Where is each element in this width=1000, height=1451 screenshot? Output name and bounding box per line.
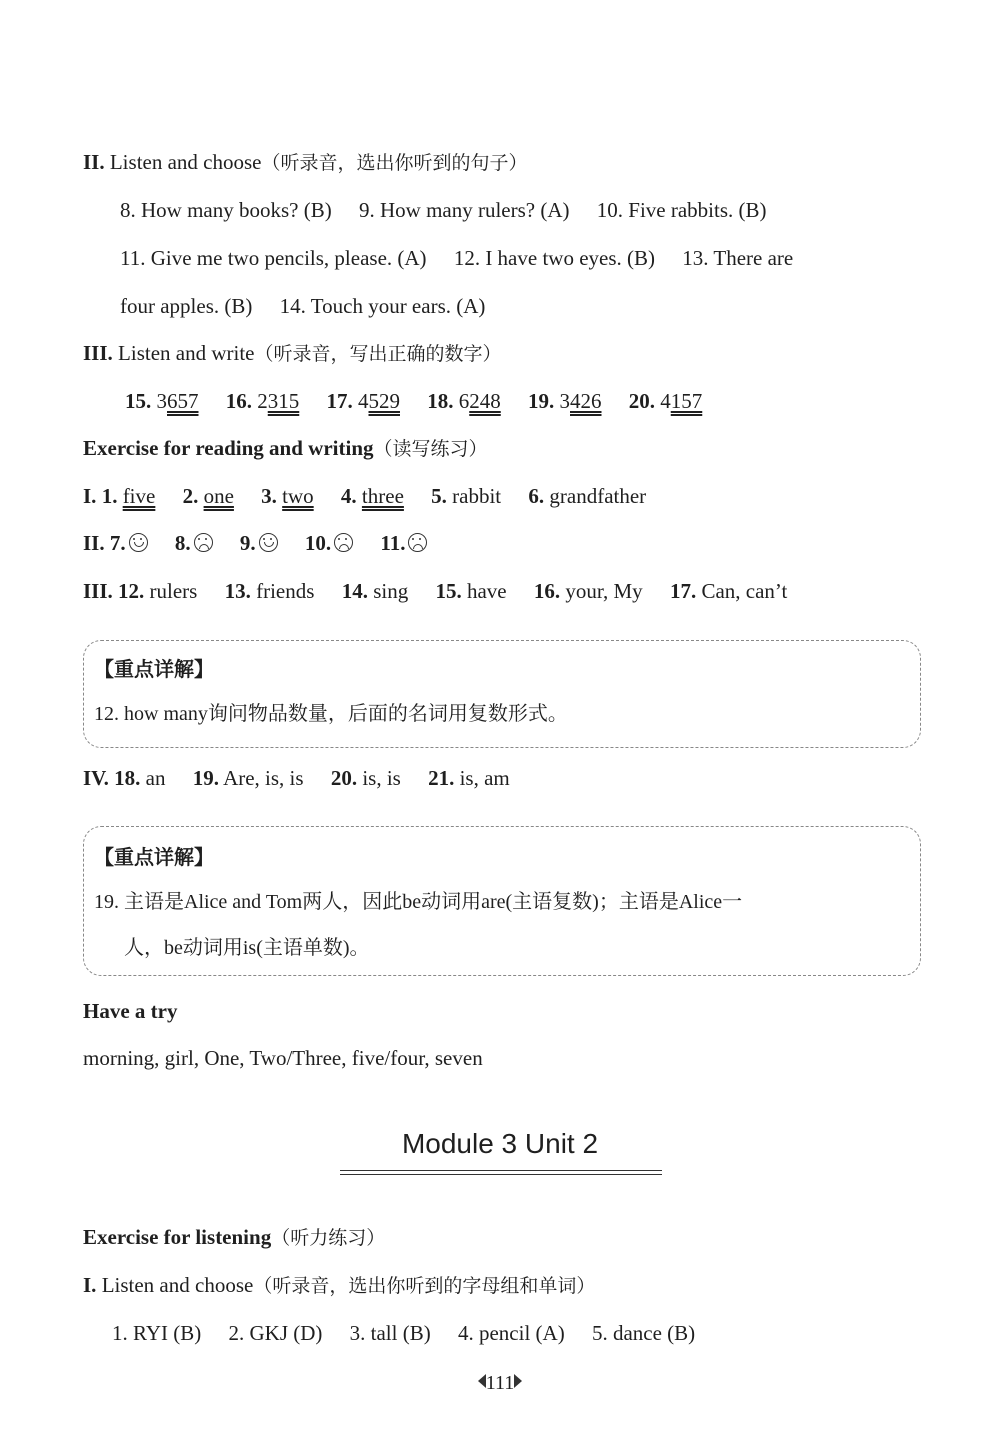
section-title: Listen and write: [118, 341, 255, 365]
answer-item: 5. rabbit: [431, 484, 502, 508]
answer-item: 13. There are: [682, 246, 794, 270]
answer-row: [112, 1319, 695, 1347]
rw-title: Exercise for reading and writing: [83, 436, 374, 460]
listening-heading: [83, 1223, 385, 1252]
rw-ii-row: [83, 529, 427, 557]
module-title: Module 3 Unit 2: [401, 1128, 599, 1159]
answer-item: 2. one: [182, 484, 234, 508]
module-title-underline: [340, 1170, 662, 1175]
section-number: IV.: [83, 766, 109, 790]
answer-row: [120, 244, 793, 272]
key-explanation-box: [83, 826, 921, 976]
answer-item: 9. How many rulers? (A): [358, 198, 570, 222]
answer-row: [120, 292, 485, 320]
box-text-line: 19. 主语是Alice and Tom两人，因此be动词用are(主语复数)；主语是Alice一: [94, 891, 743, 913]
answer-item: 4. three: [340, 484, 404, 508]
sad-face-icon: [408, 533, 427, 552]
page-number-text: 111: [485, 1372, 515, 1394]
listening-i-heading: [83, 1271, 595, 1300]
left-triangle-icon: [478, 1374, 486, 1388]
answer-item: 10.: [305, 531, 353, 555]
answer-item: 14. Touch your ears. (A): [279, 294, 486, 318]
answer-item: 18. an: [114, 766, 166, 790]
section-number: II.: [83, 531, 105, 555]
section-number: III.: [83, 341, 113, 365]
answer-item: 16. your, My: [533, 579, 643, 603]
key-explanation-box: [83, 640, 921, 748]
rw-iv-row: [83, 764, 510, 792]
section-number: I.: [83, 484, 97, 508]
answer-item: 4. pencil (A): [457, 1321, 565, 1345]
section-number: I.: [83, 1273, 97, 1297]
answer-item: 1. RYI (B): [112, 1321, 202, 1345]
answer-item: 19. 3426: [528, 389, 602, 413]
answer-item: 11. Give me two pencils, please. (A): [120, 246, 427, 270]
section-iii-heading: [83, 339, 502, 368]
answer-item: 18. 6248: [427, 389, 501, 413]
answer-item: 7.: [110, 531, 148, 555]
answer-item: 1. five: [101, 484, 156, 508]
number-answers-row: [125, 387, 702, 415]
answer-item: 3. two: [261, 484, 314, 508]
listening-title: Exercise for listening: [83, 1225, 272, 1249]
box-title: 【重点详解】: [94, 657, 214, 681]
have-a-try-answers: morning, girl, One, Two/Three, five/four, seven: [83, 1046, 483, 1070]
smile-face-icon: [259, 533, 278, 552]
rw-i-row: [83, 482, 646, 510]
box-title: 【重点详解】: [94, 845, 214, 869]
right-triangle-icon: [514, 1374, 522, 1388]
rw-heading: [83, 434, 488, 463]
answer-item: 15. have: [435, 579, 507, 603]
box-text: 12. how many询问物品数量，后面的名词用复数形式。: [94, 703, 568, 725]
answer-item: 19. Are, is, is: [192, 766, 304, 790]
answer-item: 20. is, is: [330, 766, 401, 790]
answer-item: 5. dance (B): [591, 1321, 696, 1345]
page-number: [465, 1372, 535, 1395]
answer-item: 13. friends: [224, 579, 315, 603]
section-title-cn: （听录音，写出正确的数字）: [254, 343, 502, 365]
answer-item: 8.: [175, 531, 213, 555]
answer-item: 20. 4157: [628, 389, 703, 413]
answer-item: 17. Can, can’t: [669, 579, 788, 603]
have-a-try-heading: Have a try: [83, 999, 178, 1023]
answer-item: 16. 2315: [225, 389, 300, 413]
answer-item: 15. 3657: [125, 389, 199, 413]
answer-item: 12. rulers: [118, 579, 198, 603]
answer-item: 6. grandfather: [528, 484, 647, 508]
answer-item: 3. tall (B): [349, 1321, 431, 1345]
sad-face-icon: [334, 533, 353, 552]
answer-item: 10. Five rabbits. (B): [596, 198, 767, 222]
section-number: II.: [83, 150, 105, 174]
section-title: Listen and choose: [101, 1273, 254, 1297]
section-title-cn: （听录音，选出你听到的句子）: [261, 152, 528, 174]
section-ii-heading: [83, 148, 528, 177]
answer-item: 21. is, am: [428, 766, 510, 790]
answer-item: 8. How many books? (B): [120, 198, 332, 222]
smile-face-icon: [129, 533, 148, 552]
rw-iii-row: [83, 577, 787, 605]
answer-item: 12. I have two eyes. (B): [453, 246, 656, 270]
section-number: III.: [83, 579, 113, 603]
answer-item: 14. sing: [341, 579, 409, 603]
answer-item: 11.: [380, 531, 427, 555]
answer-row: [120, 196, 789, 224]
answer-item: 17. 4529: [326, 389, 400, 413]
rw-title-cn: （读写练习）: [373, 438, 488, 460]
answer-item: 9.: [240, 531, 278, 555]
section-title: Listen and choose: [109, 150, 262, 174]
section-title-cn: （听录音，选出你听到的字母组和单词）: [253, 1275, 596, 1297]
answer-item: 2. GKJ (D): [228, 1321, 323, 1345]
listening-title-cn: （听力练习）: [271, 1227, 386, 1249]
sad-face-icon: [194, 533, 213, 552]
answer-item: four apples. (B): [120, 294, 253, 318]
box-text-line: 人，be动词用is(主语单数)。: [124, 937, 370, 959]
